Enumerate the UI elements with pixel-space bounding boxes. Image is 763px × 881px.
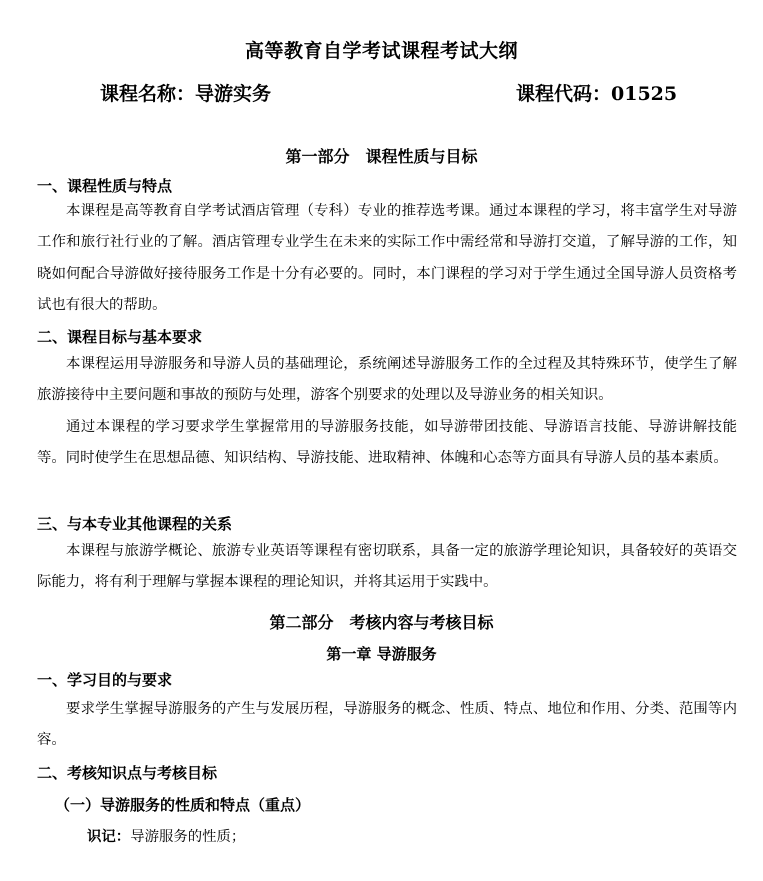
note-text: 导游服务的性质； <box>130 829 246 845</box>
note-label: 识记： <box>87 829 131 845</box>
document-title: 高等教育自学考试课程考试大纲 <box>244 40 518 62</box>
paragraph-relations: 本课程与旅游学概论、旅游专业英语等课程有密切联系，具备一定的旅游学理论知识，具备较好的英语交际能力，将有利于理解与掌握本课程的理论知识，并将其运用于实践中。 <box>37 543 737 591</box>
section-heading-objectives: 一、学习目的与要求 <box>37 671 173 689</box>
subheading-nature-features: （一）导游服务的性质和特点（重点） <box>55 796 311 814</box>
section-heading-relations: 三、与本专业其他课程的关系 <box>37 515 233 533</box>
paragraph-goals-2: 通过本课程的学习要求学生掌握常用的导游服务技能，如导游带团技能、导游语言技能、导游讲解技能等。同时使学生在思想品德、知识结构、导游技能、进取精神、体魄和心态等方面具有导游人员的基本素质。 <box>37 419 737 467</box>
section-heading-assessment: 二、考核知识点与考核目标 <box>37 764 218 782</box>
section-heading-nature: 一、课程性质与特点 <box>37 177 173 195</box>
part1-title: 第一部分 课程性质与目标 <box>285 147 478 166</box>
paragraph-objectives: 要求学生掌握导游服务的产生与发展历程，导游服务的概念、性质、特点、地位和作用、分类、范围等内容。 <box>37 701 737 749</box>
part2-title: 第二部分 考核内容与考核目标 <box>269 613 494 632</box>
course-code: 课程代码：01525 <box>516 83 678 105</box>
section-heading-goals: 二、课程目标与基本要求 <box>37 328 203 346</box>
course-name: 课程名称：导游实务 <box>100 83 272 105</box>
note-recall <box>87 825 245 846</box>
paragraph-nature: 本课程是高等教育自学考试酒店管理（专科）专业的推荐选考课。通过本课程的学习，将丰富学生对导游工作和旅行社行业的了解。酒店管理专业学生在未来的实际工作中需经常和导游打交道，了解导游的工作，知晓如何配合导游做好接待服务工作是十分有必要的。同时，本门课程的学习对于学生通过全国导游人员资格考试也有很大的帮助。 <box>37 203 737 313</box>
chapter1-title: 第一章 导游服务 <box>326 645 437 663</box>
paragraph-goals-1: 本课程运用导游服务和导游人员的基础理论，系统阐述导游服务工作的全过程及其特殊环节，使学生了解旅游接待中主要问题和事故的预防与处理，游客个别要求的处理以及导游业务的相关知识。 <box>37 356 737 404</box>
